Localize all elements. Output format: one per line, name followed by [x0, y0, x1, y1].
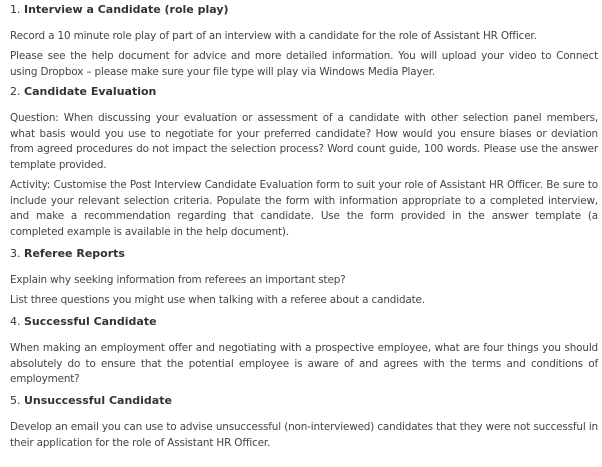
- section-heading-5: [10, 393, 172, 408]
- section-3-paragraph-2: List three questions you might use when talking with a referee about a candidate.: [10, 294, 425, 306]
- section-heading-1: [10, 2, 229, 17]
- section-number: 2.: [10, 85, 21, 98]
- section-heading-2: [10, 84, 156, 99]
- section-number: 5.: [10, 394, 21, 407]
- section-2-paragraph-2: Activity: Customise the Post Interview Candidate Evaluation form to suit your role of Assistant HR Officer. Be sure to include your relevant selection criteria. Populate the form with information appropriate to a completed interview, and make a recommendation regarding that candidate. Use the form provided in the answer template (a completed example is available in the help document).: [10, 179, 598, 238]
- section-title: Referee Reports: [24, 247, 125, 260]
- section-number: 3.: [10, 247, 21, 260]
- section-number: 4.: [10, 315, 21, 328]
- section-number: 1.: [10, 3, 21, 16]
- section-1-paragraph-1: Record a 10 minute role play of part of an interview with a candidate for the role of Assistant HR Officer.: [10, 30, 537, 42]
- section-5-paragraph-1: Develop an email you can use to advise unsuccessful (non-interviewed) candidates that they were not successful in their application for the role of Assistant HR Officer.: [10, 421, 598, 449]
- section-heading-4: [10, 314, 157, 329]
- section-title: Unsuccessful Candidate: [24, 394, 172, 407]
- section-heading-3: [10, 246, 125, 261]
- section-1-paragraph-2: Please see the help document for advice and more detailed information. You will upload your video to Connect using Dropbox – please make sure your file type will play via Windows Media Player.: [10, 50, 598, 78]
- section-title: Candidate Evaluation: [24, 85, 157, 98]
- section-title: Successful Candidate: [24, 315, 157, 328]
- section-2-paragraph-1: Question: When discussing your evaluation or assessment of a candidate with other selection panel members, what basis would you use to negotiate for your preferred candidate? How would you ensure biases or deviation from agreed procedures do not impact the selection process? Word count guide, 100 words. Please use the answer template provided.: [10, 112, 598, 171]
- section-title: Interview a Candidate (role play): [24, 3, 229, 16]
- section-4-paragraph-1: When making an employment offer and negotiating with a prospective employee, what are four things you should absolutely do to ensure that the potential employee is aware of and agrees with the terms and conditions of employment?: [10, 342, 598, 386]
- section-3-paragraph-1: Explain why seeking information from referees an important step?: [10, 274, 346, 286]
